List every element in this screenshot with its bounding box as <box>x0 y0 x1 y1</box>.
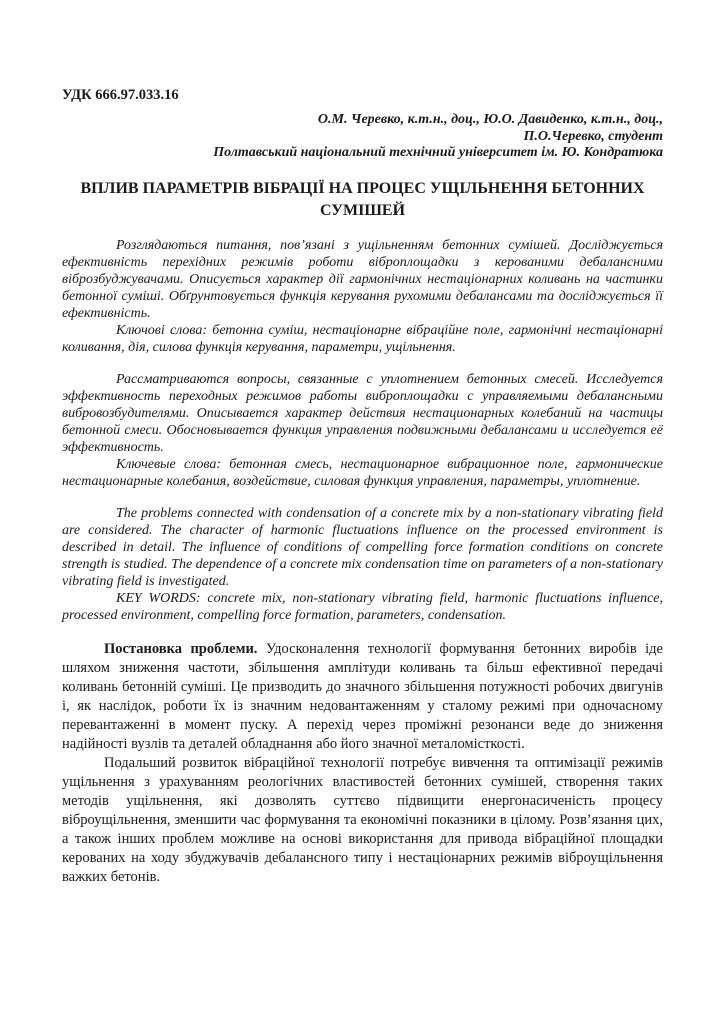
main-text <box>62 640 663 887</box>
paper-title: ВПЛИВ ПАРАМЕТРІВ ВІБРАЦІЇ НА ПРОЦЕС УЩІЛЬНЕННЯ БЕТОННИХ СУМІШЕЙ <box>80 179 645 219</box>
abstract-en-keywords: KEY WORDS: concrete mix, non-stationary vibrating field, harmonic fluctuations influence, processed environment, compelling force formation, parameters, condensation. <box>62 590 663 623</box>
abstract-english <box>62 505 663 624</box>
abstract-ukrainian <box>62 237 663 356</box>
abstract-russian <box>62 371 663 490</box>
paragraph-further-development: Подальший розвиток вібраційної технології потребує вивчення та оптимізації режимів ущільнення з урахуванням реологічних властивостей бетонних сумішей, створення таких методів ущільнення, які дозволять суттєво підвищити енергонасиченість процесу віброущільнення, зменшити час формування та економічні показники в цілому. Розв’язання цих, а також інших проблем можливе на основі використання для привода вібраційної площадки керованих на ходу збуджувачів дебалансного типу і нестаціонарних режимів віброущільнення важких бетонів. <box>62 754 663 885</box>
byline <box>62 112 663 162</box>
paragraph-problem-statement <box>62 640 663 754</box>
abstract-uk-body: Розглядаються питання, пов’язані з ущільненням бетонних сумішей. Досліджується ефективність перехідних режимів роботи віброплощадки з керованими дебалансними віброзбуджувачами. Описується характер дії гармонічних нестаціонарних коливань на частинки бетонної суміші. Обґрунтовується функція керування рухомими дебалансами та досліджується її ефективність. <box>62 237 663 321</box>
abstract-ru-keywords: Ключевые слова: бетонная смесь, нестационарное вибрационное поле, гармонические нестационарные колебания, воздействие, силовая функция управления, параметры, уплотнение. <box>62 456 663 489</box>
byline-authors-line2: П.О.Черевко, студент <box>523 128 663 144</box>
abstract-uk-keywords: Ключові слова: бетонна суміш, нестаціонарне вібраційне поле, гармонічні нестаціонарні коливання, дія, силова функція керування, параметри, ущільнення. <box>62 322 663 355</box>
abstract-en-body: The problems connected with condensation of a concrete mix by a non-stationary vibrating field are considered. The character of harmonic fluctuations influence on the processed environment is described in detail. The influence of conditions of compelling force formation conditions on concrete strength is studied. The dependence of a concrete mix condensation time on parameters of a non-stationary vibrating field is investigated. <box>62 505 663 589</box>
udc-code: УДК 666.97.033.16 <box>62 87 179 103</box>
problem-statement-heading: Постановка проблеми. <box>104 640 258 657</box>
byline-affiliation: Полтавський національний технічний університет ім. Ю. Кондратюка <box>213 145 663 160</box>
byline-authors-line1: О.М. Черевко, к.т.н., доц., Ю.О. Давиденко, к.т.н., доц., <box>317 112 663 127</box>
abstract-ru-body: Рассматриваются вопросы, связанные с уплотнением бетонных смесей. Исследуется эффективность переходных режимов работы виброплощадки с управляемыми дебалансными вибровозбудителями. Описывается характер действия нестационарных колебаний на частицы бетонной смеси. Обосновывается функция управления подвижными дебалансами и исследуется её эффективность. <box>62 371 663 455</box>
problem-statement-text: Удосконалення технології формування бетонних виробів іде шляхом зниження частоти, збільшення амплітуди коливань та більш ефективної передачі коливань бетонній суміші. Це призводить до значного збільшення потужності робочих двигунів і, як наслідок, роботи їх із значним недовантаженням у сталому режимі при одночасному перевантаженні в момент пуску. А перехід через проміжні резонанси веде до зниження надійності вузлів та деталей обладнання або його значної металомісткості. <box>62 640 663 752</box>
